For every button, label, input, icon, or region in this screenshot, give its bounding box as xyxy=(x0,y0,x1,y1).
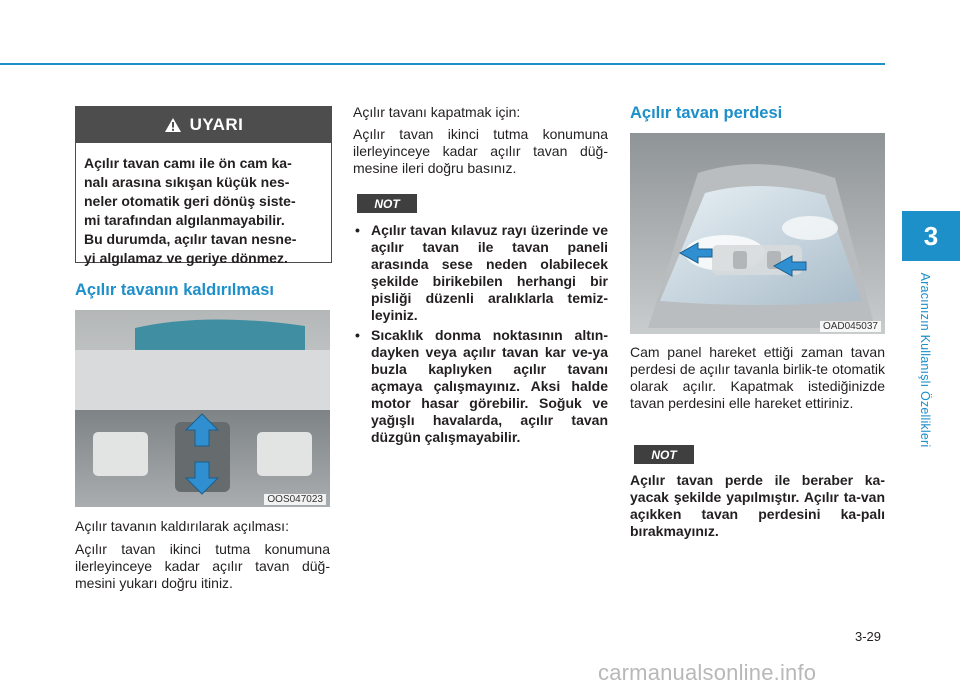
watermark: carmanualsonline.info xyxy=(598,660,817,685)
warning-line: yi algılamaz ve geriye dönmez. xyxy=(84,250,288,266)
note-badge: NOT xyxy=(634,445,694,464)
top-rule xyxy=(0,63,885,65)
warning-header xyxy=(76,107,331,143)
warning-line: Açılır tavan camı ile ön cam ka- xyxy=(84,155,292,171)
figure-code: OOS047023 xyxy=(264,494,326,505)
note-bullet-list xyxy=(353,222,608,449)
paragraph: Açılır tavanı kapatmak için: xyxy=(353,104,521,120)
note-badge: NOT xyxy=(357,194,417,213)
sunroof-switch-illustration xyxy=(75,310,330,507)
paragraph: Açılır tavan ikinci tutma konumuna ilerleyinceye kadar açılır tavan düğ-mesini yukarı doğru itiniz. xyxy=(75,541,330,591)
section-title-sunroof-opening: Açılır tavanın kaldırılması xyxy=(75,281,274,299)
bullet-dot-icon: • xyxy=(355,327,360,343)
chapter-number-tab: 3 xyxy=(902,211,960,261)
paragraph: Açılır tavanın kaldırılarak açılması: xyxy=(75,518,289,534)
page-number: 3-29 xyxy=(855,629,882,644)
warning-line: nalı arasına sıkışan küçük nes- xyxy=(84,174,290,190)
figure-sunroof-switch xyxy=(75,310,330,507)
section-title-sunshade: Açılır tavan perdesi xyxy=(630,104,783,122)
chapter-side-title xyxy=(905,262,945,457)
warning-line: neler otomatik geri dönüş siste- xyxy=(84,193,296,209)
warning-title: UYARI xyxy=(189,115,244,134)
warning-line: mi tarafından algılanmayabilir. xyxy=(84,212,285,228)
note-text: Açılır tavan perde ile beraber ka-yacak şekilde yapılmıştır. Açılır ta-van açıkken tavan perdesini ka-palı bırakmayınız. xyxy=(630,472,885,539)
paragraph: Cam panel hareket ettiği zaman tavan perdesi de açılır tavanla birlik-te otomatik olarak açılır. Kapatmak istediğinizde tavan perdesini elle hareket ettiriniz. xyxy=(630,344,885,411)
note-bullet: • Açılır tavan kılavuz rayı üzerinde ve açılır tavan ile tavan paneli arasında sese neden olabilecek şekilde birikebilen herhangi bir pisliği düzenli aralıklarla temiz-leyiniz. xyxy=(355,222,608,323)
warning-line: Bu durumda, açılır tavan nesne- xyxy=(84,231,297,247)
sunshade-illustration xyxy=(630,133,885,334)
bullet-dot-icon: • xyxy=(355,222,360,238)
figure-sunshade xyxy=(630,133,885,334)
warning-box xyxy=(75,106,332,266)
warning-triangle-icon xyxy=(164,117,182,133)
figure-code: OAD045037 xyxy=(820,321,881,332)
warning-text xyxy=(76,143,331,268)
chapter-title-text: Aracınızın Kullanışlı Özellikleri xyxy=(918,272,932,447)
paragraph: Açılır tavan ikinci tutma konumuna ilerleyinceye kadar açılır tavan düğ-mesine ileri doğru basınız. xyxy=(353,126,608,176)
note-bullet: • Sıcaklık donma noktasının altın-dayken veya açılır tavan kar ve-ya buzla kaplıyken açılır tavanı açmaya çalışmayınız. Aksi halde motor hasar görebilir. Soğuk ve yağışlı havalarda, açılır tavan düzgün çalışmayabilir. xyxy=(355,327,608,445)
